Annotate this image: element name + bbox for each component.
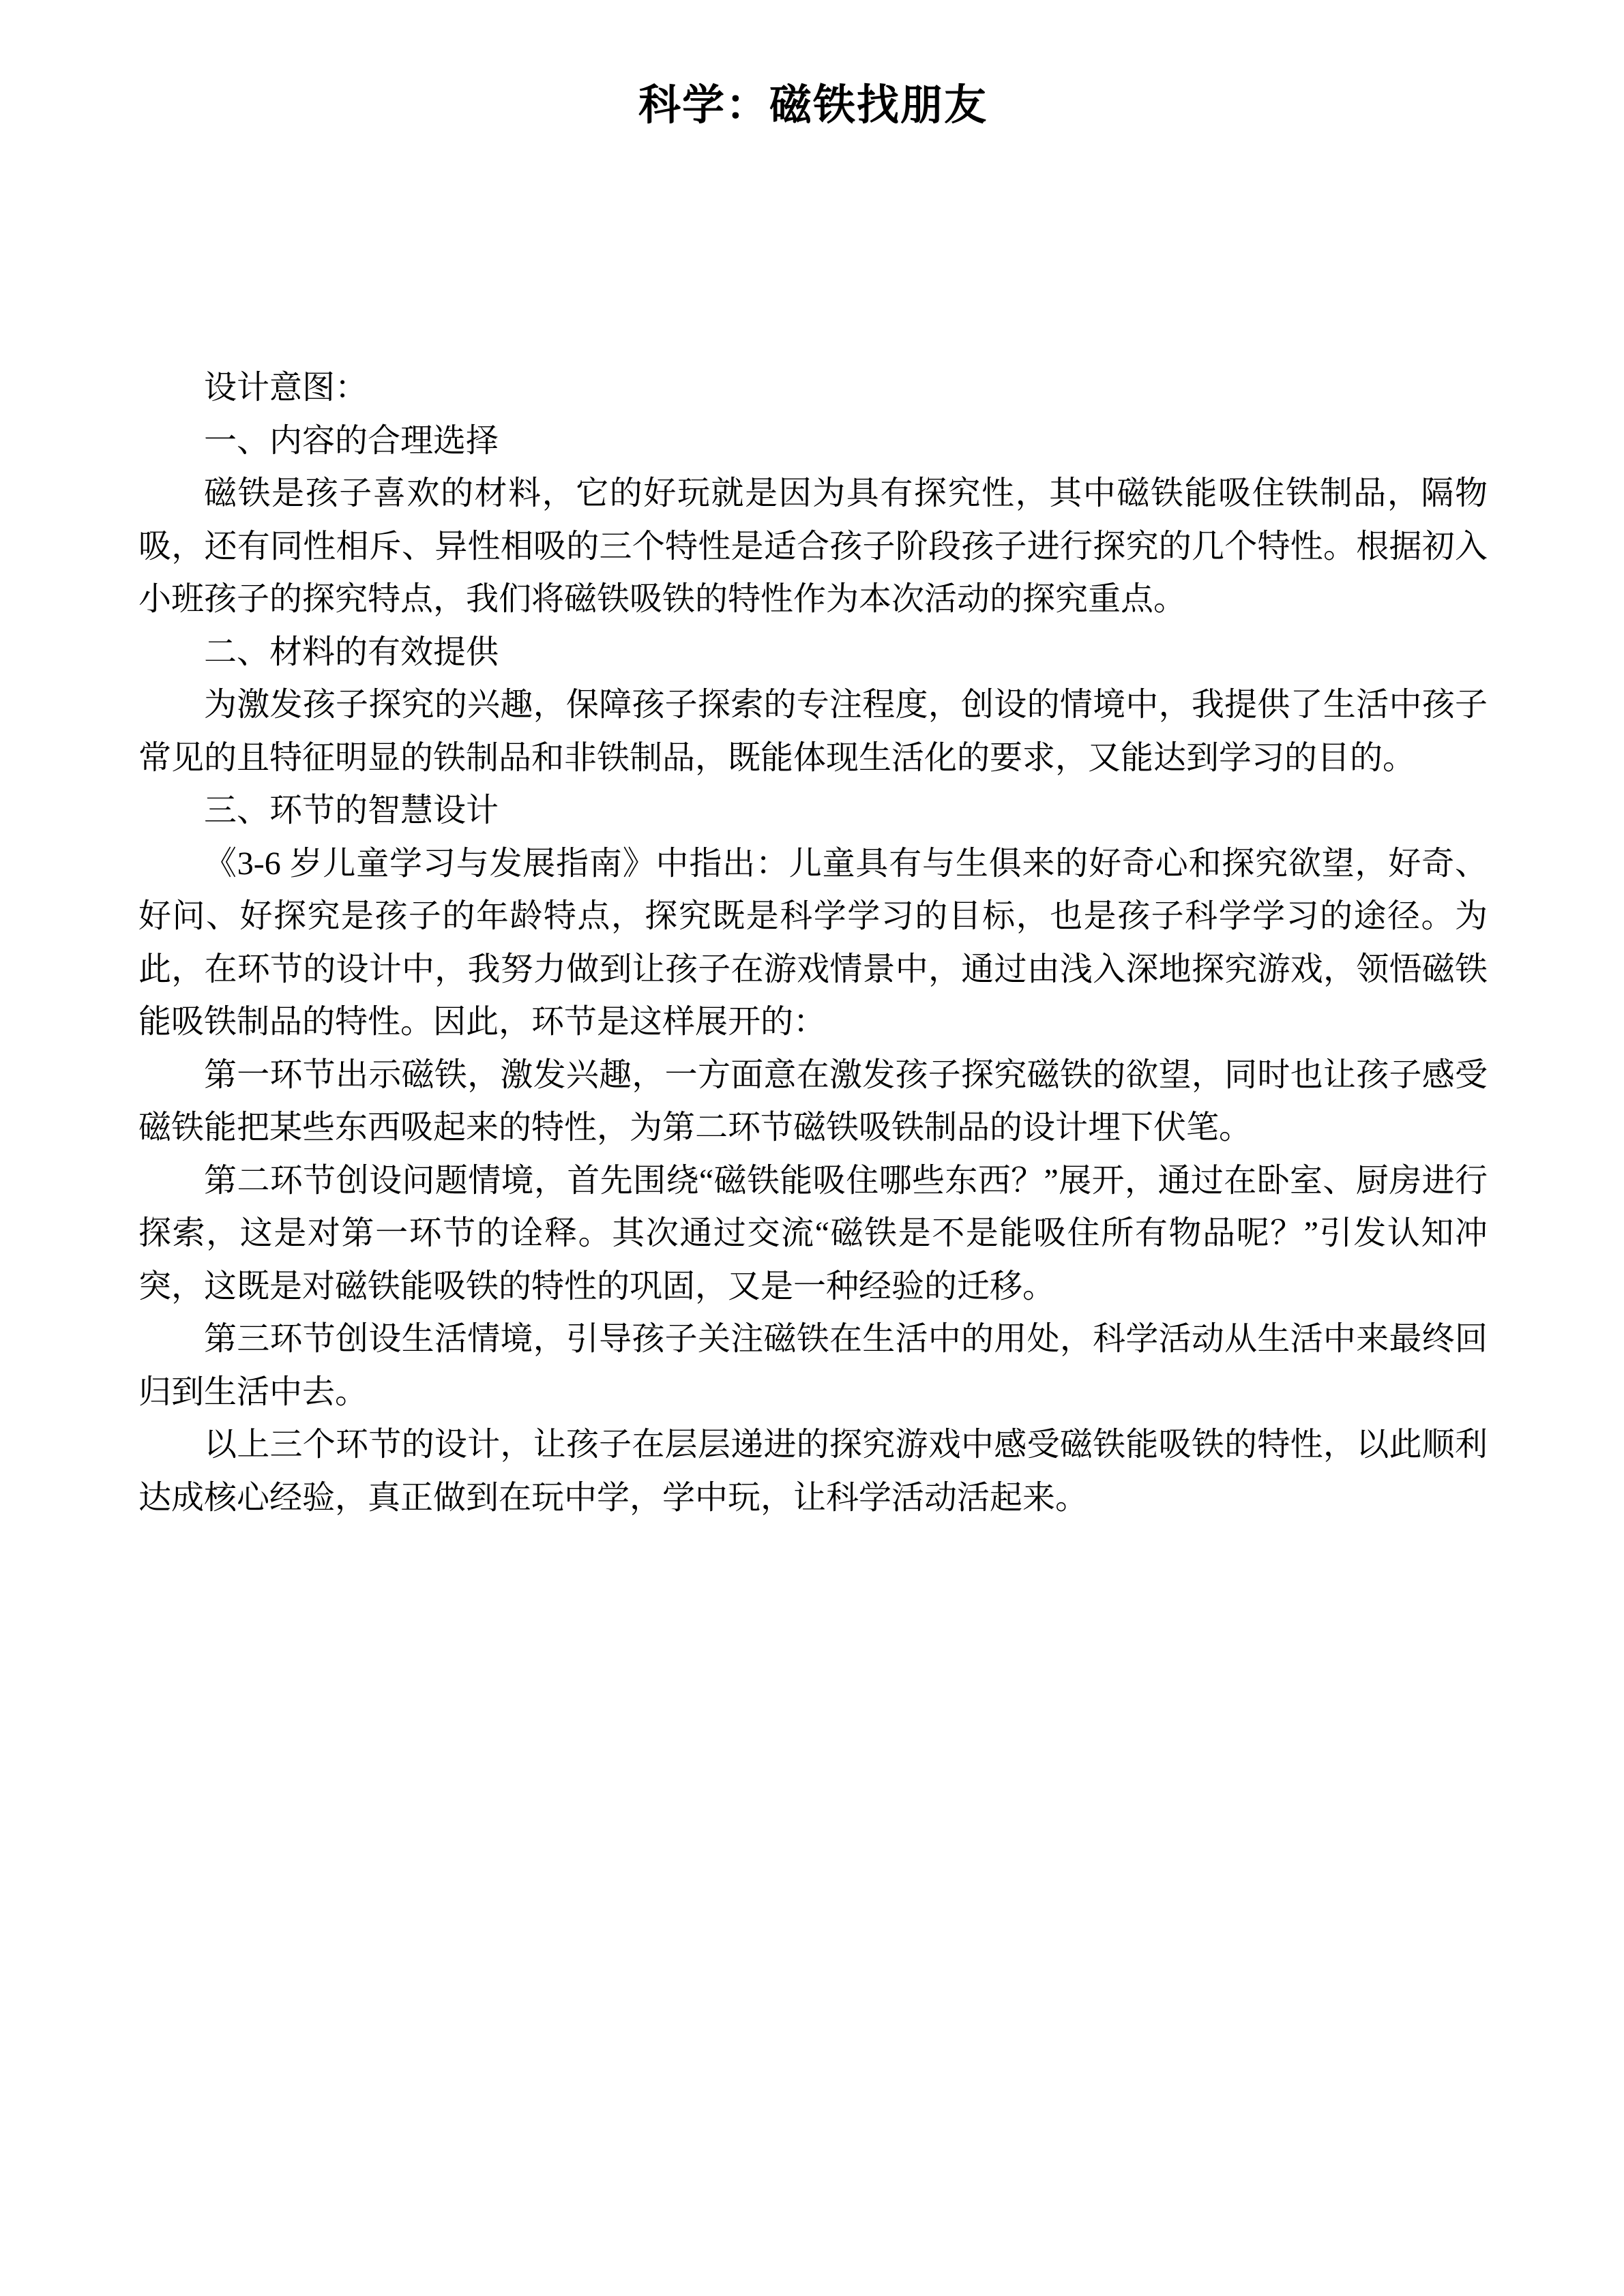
paragraph-section-3-heading: 三、环节的智慧设计 — [204, 792, 499, 829]
paragraph-section-3-body: 《3-6 岁儿童学习与发展指南》中指出：儿童具有与生俱来的好奇心和探究欲望，好奇、好问、好探究是孩子的年龄特点，探究既是科学学习的目标，也是孩子科学学习的途径。为此，在环节的设计中，我努力做到让孩子在游戏情景中，通过由浅入深地探究游戏，领悟磁铁能吸铁制品的特性。因此，环节是这样展开的： — [138, 845, 1488, 1040]
paragraph-step-2: 第二环节创设问题情境，首先围绕“磁铁能吸住哪些东西？”展开，通过在卧室、厨房进行探索，这是对第一环节的诠释。其次通过交流“磁铁是不是能吸住所有物品呢？”引发认知冲突，这既是对磁铁能吸铁的特性的巩固，又是一种经验的迁移。 — [138, 1162, 1488, 1304]
paragraph-section-1-heading: 一、内容的合理选择 — [204, 422, 499, 459]
paragraph-step-3: 第三环节创设生活情境，引导孩子关注磁铁在生活中的用处，科学活动从生活中来最终回归到生活中去。 — [138, 1321, 1488, 1410]
paragraph-section-1-body: 磁铁是孩子喜欢的材料，它的好玩就是因为具有探究性，其中磁铁能吸住铁制品，隔物吸，还有同性相斥、异性相吸的三个特性是适合孩子阶段孩子进行探究的几个特性。根据初入小班孩子的探究特点，我们将磁铁吸铁的特性作为本次活动的探究重点。 — [138, 475, 1488, 617]
paragraph-design-intent-heading: 设计意图： — [204, 370, 368, 406]
document-body — [138, 361, 1488, 1524]
paragraph-summary: 以上三个环节的设计，让孩子在层层递进的探究游戏中感受磁铁能吸铁的特性，以此顺利达成核心经验，真正做到在玩中学，学中玩，让科学活动活起来。 — [138, 1427, 1488, 1516]
paragraph-step-1: 第一环节出示磁铁，激发兴趣，一方面意在激发孩子探究磁铁的欲望，同时也让孩子感受磁铁能把某些东西吸起来的特性，为第二环节磁铁吸铁制品的设计埋下伏笔。 — [138, 1056, 1488, 1146]
document-title: 科学：磁铁找朋友 — [638, 83, 988, 129]
paragraph-section-2-heading: 二、材料的有效提供 — [204, 633, 499, 670]
paragraph-section-2-body: 为激发孩子探究的兴趣，保障孩子探索的专注程度，创设的情境中，我提供了生活中孩子常见的且特征明显的铁制品和非铁制品，既能体现生活化的要求，又能达到学习的目的。 — [138, 687, 1488, 776]
